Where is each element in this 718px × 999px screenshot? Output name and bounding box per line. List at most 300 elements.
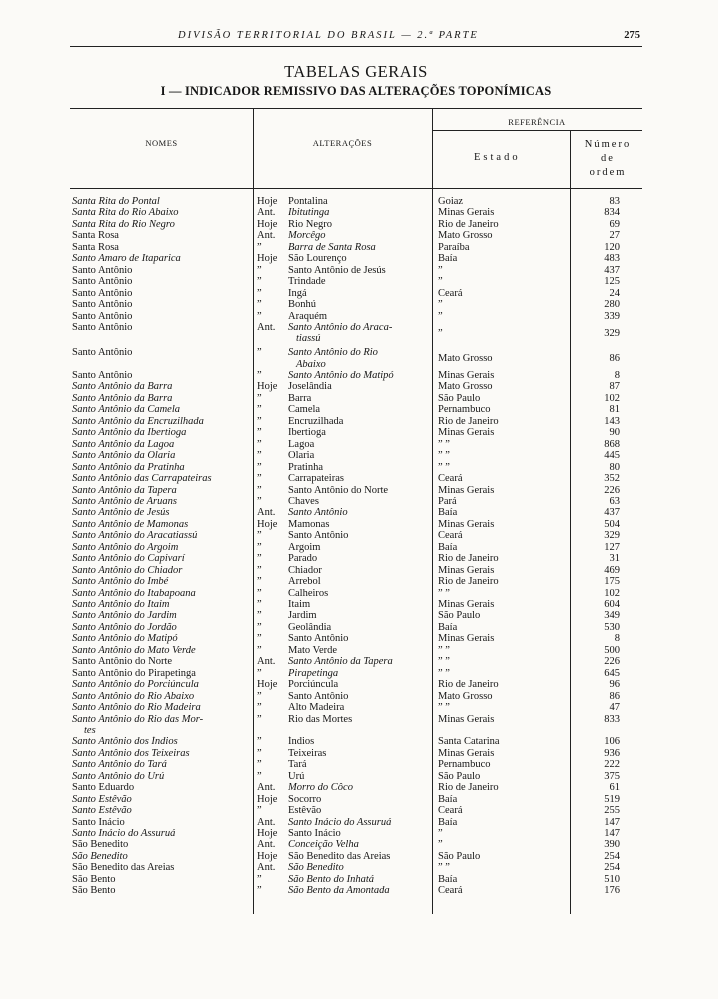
row-alteration-prefix: Ant. — [257, 656, 276, 668]
row-state: Baía — [438, 541, 458, 553]
row-alteration: Arrebol — [288, 576, 321, 588]
row-order-number: 83 — [609, 196, 620, 207]
row-state: ” ” — [438, 587, 450, 599]
row-alteration: Pratinha — [288, 461, 323, 473]
row-name: Santo Antônio do Itaim — [72, 599, 170, 611]
row-name: Santo Antônio da Camela — [72, 404, 181, 416]
column-header-estado: Estado — [474, 152, 521, 163]
row-alteration: Ibitutinga — [288, 207, 330, 219]
row-state: Mato Grosso — [438, 230, 493, 242]
row-alteration-prefix: Hoje — [257, 196, 278, 207]
row-name: Santo Antônio do Matipó — [72, 633, 178, 645]
row-order-number: 87 — [609, 381, 620, 393]
row-order-number: 936 — [604, 747, 620, 759]
row-order-number: 530 — [604, 621, 620, 633]
row-name: Santo Antônio do Rio Abaixo — [72, 690, 195, 702]
row-order-number: 175 — [604, 576, 620, 588]
row-order-number: 31 — [609, 553, 620, 565]
row-order-number: 604 — [604, 599, 620, 611]
running-header — [70, 28, 640, 44]
row-order-number: 81 — [609, 404, 620, 416]
row-order-number: 510 — [604, 873, 620, 885]
row-alteration-prefix: Hoje — [257, 850, 278, 862]
row-name: Santo Antônio do Porciúncula — [72, 679, 199, 691]
row-state: Goiaz — [438, 196, 464, 207]
row-state: Minas Gerais — [438, 484, 495, 496]
row-order-number: 352 — [604, 473, 620, 485]
row-alteration: Santo Antônio de Jesús — [288, 264, 386, 276]
row-alteration-prefix: Ant. — [257, 816, 276, 828]
row-alteration: Parado — [288, 553, 318, 565]
row-name: Santo Antônio das Carrapateiras — [72, 473, 212, 485]
column-divider — [432, 108, 433, 914]
row-order-number: 280 — [604, 299, 620, 311]
row-name: Santa Rita do Pontal — [72, 196, 160, 207]
row-order-number: 176 — [604, 885, 620, 897]
row-alteration: Bonhú — [288, 299, 317, 311]
row-alteration-prefix: ” — [257, 747, 262, 759]
row-state: Mato Grosso — [438, 381, 493, 393]
referencia-rule — [432, 130, 642, 131]
row-state: Baía — [438, 253, 458, 265]
row-alteration: Barra de Santa Rosa — [288, 241, 376, 253]
row-alteration-prefix: ” — [257, 287, 262, 299]
row-alteration-prefix: ” — [257, 770, 262, 782]
row-name: Santo Antônio do Argoim — [72, 541, 179, 553]
row-name: Santo Antônio do Chiador — [72, 564, 183, 576]
row-alteration: São Bento da Amontada — [288, 885, 390, 897]
row-order-number: 254 — [604, 862, 620, 874]
row-alteration: Joselândia — [288, 381, 332, 393]
row-alteration: Morcêgo — [288, 230, 326, 242]
row-alteration-prefix: ” — [257, 564, 262, 576]
row-name: Santo Antônio — [72, 264, 133, 276]
row-alteration: Santo Inácio do Assuruá — [288, 816, 392, 828]
row-name: Santo Antônio do Imbé — [72, 576, 169, 588]
row-alteration: Santo Antônio da Tapera — [288, 656, 393, 668]
row-alteration-prefix: ” — [257, 484, 262, 496]
row-alteration-prefix: ” — [257, 473, 262, 485]
row-order-number: 80 — [609, 461, 620, 473]
row-state: Minas Gerais — [438, 747, 495, 759]
page-subtitle: I — INDICADOR REMISSIVO DAS ALTERAÇÕES TOPONÍMICAS — [160, 84, 552, 98]
row-name: Santo Antônio do Pirapetinga — [72, 667, 196, 679]
row-alteration: Santo Antônio — [288, 690, 349, 702]
row-state: ” — [438, 299, 443, 311]
row-alteration: Santo Antônio — [288, 633, 349, 645]
row-name: Santo Antônio dos Índios — [72, 736, 178, 748]
row-alteration: Encruzilhada — [288, 415, 344, 427]
row-state: Mato Grosso — [438, 352, 493, 364]
row-alteration: São Benedito — [288, 862, 344, 874]
row-alteration: Conceição Velha — [288, 839, 359, 851]
row-alteration: Santo Antônio do Norte — [288, 484, 389, 496]
row-alteration: Chiador — [288, 564, 322, 576]
row-alteration: Rio das Mortes — [288, 713, 353, 725]
page-number: 275 — [624, 30, 640, 41]
row-name: Santo Antônio de Jesús — [72, 507, 170, 519]
row-state: Minas Gerais — [438, 207, 495, 219]
row-order-number: 61 — [609, 782, 620, 794]
row-name: São Bento — [72, 873, 116, 885]
row-state: Minas Gerais — [438, 633, 495, 645]
row-order-number: 483 — [604, 253, 620, 265]
row-alteration: Geolândia — [288, 621, 332, 633]
column-header-nomes: NOMES — [145, 138, 178, 148]
row-alteration-prefix: Hoje — [257, 679, 278, 691]
row-state: ” ” — [438, 862, 450, 874]
row-name: Santo Antônio dos Teixeiras — [72, 747, 190, 759]
row-order-number: 127 — [604, 541, 620, 553]
row-alteration: Olaria — [288, 450, 315, 462]
row-alteration: Rio Negro — [288, 218, 333, 230]
row-state: ” — [438, 839, 443, 851]
row-order-number: 147 — [604, 816, 620, 828]
row-alteration: Argoim — [288, 541, 321, 553]
row-alteration-prefix: Hoje — [257, 828, 278, 840]
row-order-number: 226 — [604, 656, 620, 668]
row-alteration-prefix: ” — [257, 392, 262, 404]
row-state: Baía — [438, 507, 458, 519]
row-order-number: 222 — [604, 759, 620, 771]
row-name: Santo Antônio de Aruans — [72, 495, 177, 507]
row-name: Santa Rita do Rio Abaixo — [72, 207, 179, 219]
row-state: São Paulo — [438, 392, 481, 404]
row-alteration: São Benedito das Areias — [288, 850, 391, 862]
table-top-rule — [70, 108, 642, 109]
row-name: São Benedito — [72, 850, 128, 862]
row-state: Pará — [438, 495, 457, 507]
row-alteration: Lagoa — [288, 438, 315, 450]
row-name: Santo Antônio do Norte — [72, 656, 173, 668]
row-alteration: Santo Antônio do Araca- — [288, 321, 393, 333]
row-state: Baía — [438, 873, 458, 885]
row-name: Santo Estêvão — [72, 793, 132, 805]
row-name: Santo Antônio da Pratinha — [72, 461, 185, 473]
row-state: Minas Gerais — [438, 564, 495, 576]
row-name: Santo Inácio do Assuruá — [72, 828, 176, 840]
row-alteration-prefix: Ant. — [257, 230, 276, 242]
row-name: Santo Antônio — [72, 276, 133, 288]
row-alteration: Tará — [288, 759, 307, 771]
row-alteration-prefix: ” — [257, 310, 262, 322]
row-state: Rio de Janeiro — [438, 553, 499, 565]
row-alteration-prefix: ” — [257, 576, 262, 588]
column-header-numero-line: Número — [584, 139, 632, 150]
row-alteration: Índios — [288, 736, 315, 748]
row-name: Santo Antônio — [72, 347, 133, 359]
row-alteration: Porciúncula — [288, 679, 339, 691]
row-alteration-prefix: ” — [257, 805, 262, 817]
row-alteration: Santo Antônio do Rio — [288, 347, 378, 359]
row-alteration-prefix: ” — [257, 438, 262, 450]
row-alteration-prefix: Ant. — [257, 207, 276, 219]
row-alteration: Santo Inácio — [288, 828, 341, 840]
row-order-number: 86 — [609, 690, 620, 702]
row-alteration: Carrapateiras — [288, 473, 344, 485]
row-alteration: Urú — [288, 770, 305, 782]
row-state: Minas Gerais — [438, 713, 495, 725]
row-state: ” ” — [438, 644, 450, 656]
column-header-numero-line: de — [601, 153, 615, 164]
row-state: Rio de Janeiro — [438, 415, 499, 427]
row-name: Santo Antônio — [72, 370, 133, 382]
row-state: Minas Gerais — [438, 518, 495, 530]
row-order-number: 96 — [609, 679, 620, 691]
row-order-number: 106 — [604, 736, 620, 748]
row-state: Baía — [438, 793, 458, 805]
row-order-number: 69 — [609, 218, 620, 230]
row-name: Santo Antônio de Mamonas — [72, 518, 189, 530]
row-alteration-prefix: ” — [257, 427, 262, 439]
row-alteration-prefix: Ant. — [257, 321, 276, 333]
row-order-number: 339 — [604, 310, 620, 322]
row-state: ” — [438, 310, 443, 322]
column-divider — [253, 108, 254, 914]
row-name: Santo Antônio da Ibertioga — [72, 427, 187, 439]
row-state: ” ” — [438, 438, 450, 450]
row-alteration-prefix: ” — [257, 736, 262, 748]
row-order-number: 147 — [604, 828, 620, 840]
row-order-number: 437 — [604, 264, 620, 276]
row-order-number: 125 — [604, 276, 620, 288]
row-alteration-prefix: ” — [257, 610, 262, 622]
row-state: Rio de Janeiro — [438, 576, 499, 588]
row-order-number: 24 — [609, 287, 620, 299]
row-alteration-prefix: ” — [257, 587, 262, 599]
row-alteration: Morro do Côco — [288, 782, 353, 794]
row-alteration-prefix: Ant. — [257, 862, 276, 874]
row-order-number: 102 — [604, 587, 620, 599]
row-alteration: Chaves — [288, 495, 319, 507]
row-alteration: São Bento do Inhatá — [288, 873, 375, 885]
row-state: Pernambuco — [438, 404, 491, 416]
row-state: Ceará — [438, 885, 463, 897]
row-name: Santo Eduardo — [72, 782, 135, 794]
row-order-number: 143 — [604, 415, 620, 427]
row-state: Baía — [438, 816, 458, 828]
row-order-number: 8 — [614, 370, 620, 382]
row-order-number: 437 — [604, 507, 620, 519]
row-name: Santo Antônio do Urú — [72, 770, 165, 782]
row-alteration: Alto Madeira — [288, 702, 345, 714]
row-alteration: Trindade — [288, 276, 326, 288]
row-order-number: 8 — [614, 633, 620, 645]
row-alteration-prefix: Hoje — [257, 381, 278, 393]
row-order-number: 47 — [609, 702, 620, 714]
row-name: Santo Antônio do Jardim — [72, 610, 177, 622]
row-alteration-prefix: ” — [257, 404, 262, 416]
row-state: Pernambuco — [438, 759, 491, 771]
row-alteration: Santo Antônio — [288, 507, 348, 519]
row-alteration-prefix: ” — [257, 667, 262, 679]
row-order-number: 375 — [604, 770, 620, 782]
row-state: ” — [438, 828, 443, 840]
row-state: ” — [438, 264, 443, 276]
row-alteration-prefix: ” — [257, 690, 262, 702]
row-alteration-prefix: ” — [257, 264, 262, 276]
row-state: Ceará — [438, 287, 463, 299]
row-order-number: 833 — [604, 713, 620, 725]
row-name: Santo Antônio do Tará — [72, 759, 167, 771]
row-order-number: 254 — [604, 850, 620, 862]
column-divider — [570, 130, 571, 914]
page-title: TABELAS GERAIS — [284, 62, 428, 81]
row-alteration-prefix: ” — [257, 530, 262, 542]
row-order-number: 329 — [604, 327, 620, 339]
row-state: ” — [438, 327, 443, 339]
row-name: Santo Antônio do Rio das Mor- — [72, 713, 204, 725]
row-order-number: 90 — [609, 427, 620, 439]
column-header-numero — [574, 138, 642, 180]
row-name: Santo Antônio — [72, 310, 133, 322]
row-name: Santo Amaro de Itaparica — [72, 253, 181, 265]
row-alteration: Pontalina — [288, 196, 328, 207]
row-alteration: Mato Verde — [288, 644, 338, 656]
row-name: Santo Antônio da Barra — [72, 392, 173, 404]
header-rule — [70, 46, 642, 47]
row-alteration: Calheiros — [288, 587, 329, 599]
row-alteration-prefix: Hoje — [257, 518, 278, 530]
row-name: Santo Antônio — [72, 321, 133, 333]
row-state: Paraíba — [438, 241, 470, 253]
row-name: São Benedito — [72, 839, 129, 851]
row-alteration-prefix: ” — [257, 461, 262, 473]
row-name: Santo Antônio da Olaria — [72, 450, 176, 462]
row-state: São Paulo — [438, 610, 481, 622]
row-alteration-prefix: ” — [257, 276, 262, 288]
row-alteration-prefix: ” — [257, 759, 262, 771]
row-alteration: Jardim — [288, 610, 317, 622]
row-name: São Benedito das Areias — [72, 862, 175, 874]
row-state: ” ” — [438, 450, 450, 462]
row-alteration-prefix: ” — [257, 873, 262, 885]
row-alteration-prefix: ” — [257, 299, 262, 311]
row-order-number: 86 — [609, 352, 620, 364]
row-order-number: 255 — [604, 805, 620, 817]
row-alteration-prefix: ” — [257, 644, 262, 656]
row-alteration-prefix: ” — [257, 347, 262, 359]
row-alteration: Santo Antônio do Matipó — [288, 370, 394, 382]
row-state: Mato Grosso — [438, 690, 493, 702]
row-state: Ceará — [438, 530, 463, 542]
row-alteration-prefix: ” — [257, 370, 262, 382]
row-alteration-prefix: ” — [257, 495, 262, 507]
row-alteration: Mamonas — [288, 518, 330, 530]
row-alteration: Socorro — [288, 793, 322, 805]
row-state: Rio de Janeiro — [438, 679, 499, 691]
row-order-number: 445 — [604, 450, 620, 462]
row-alteration: Araquém — [288, 310, 328, 322]
row-order-number: 868 — [604, 438, 620, 450]
row-order-number: 27 — [609, 230, 620, 242]
row-name: Santo Antônio — [72, 299, 133, 311]
column-header-referencia: REFERÊNCIA — [508, 117, 566, 127]
row-alteration-prefix: ” — [257, 241, 262, 253]
row-alteration-prefix: Ant. — [257, 507, 276, 519]
row-alteration-prefix: Hoje — [257, 253, 278, 265]
row-state: São Paulo — [438, 770, 481, 782]
row-state: Minas Gerais — [438, 427, 495, 439]
row-order-number: 226 — [604, 484, 620, 496]
row-alteration: Itaim — [288, 599, 311, 611]
row-order-number: 834 — [604, 207, 620, 219]
row-order-number: 349 — [604, 610, 620, 622]
row-name: São Bento — [72, 885, 116, 897]
row-name-continued: tes — [84, 724, 96, 736]
row-state: Ceará — [438, 805, 463, 817]
row-alteration-prefix: ” — [257, 885, 262, 897]
row-order-number: 329 — [604, 530, 620, 542]
row-alteration-prefix: ” — [257, 415, 262, 427]
row-alteration-prefix: ” — [257, 599, 262, 611]
row-name: Santo Inácio — [72, 816, 125, 828]
row-alteration-prefix: ” — [257, 702, 262, 714]
row-alteration-continued: Abaixo — [296, 358, 326, 370]
row-name: Santo Antônio da Barra — [72, 381, 173, 393]
row-name: Santo Antônio do Itabapoana — [72, 587, 196, 599]
column-header-numero-line: ordem — [589, 167, 627, 178]
row-name: Santo Antônio — [72, 287, 133, 299]
row-alteration: Teixeiras — [288, 747, 327, 759]
column-header-alteracoes: ALTERAÇÕES — [312, 138, 373, 148]
row-name: Santo Estêvão — [72, 805, 132, 817]
row-alteration-prefix: Hoje — [257, 218, 278, 230]
row-name: Santo Antônio da Encruzilhada — [72, 415, 204, 427]
row-state: Minas Gerais — [438, 370, 495, 382]
row-alteration-prefix: ” — [257, 633, 262, 645]
row-alteration: Pirapetinga — [288, 667, 339, 679]
row-state: Santa Catarina — [438, 736, 500, 748]
row-state: Ceará — [438, 473, 463, 485]
row-name: Santo Antônio do Capivarí — [72, 553, 185, 565]
row-order-number: 519 — [604, 793, 620, 805]
row-state: ” — [438, 276, 443, 288]
row-name: Santa Rosa — [72, 230, 119, 242]
row-state: ” ” — [438, 667, 450, 679]
row-order-number: 500 — [604, 644, 620, 656]
running-header-title: DIVISÃO TERRITORIAL DO BRASIL — 2.ª PARTE — [178, 30, 479, 41]
row-state: Minas Gerais — [438, 599, 495, 611]
row-alteration: Camela — [288, 404, 321, 416]
row-order-number: 504 — [604, 518, 620, 530]
row-state: São Paulo — [438, 850, 481, 862]
row-name: Santa Rosa — [72, 241, 119, 253]
row-state: ” ” — [438, 461, 450, 473]
row-state: Rio de Janeiro — [438, 782, 499, 794]
row-alteration-prefix: ” — [257, 553, 262, 565]
row-alteration-prefix: ” — [257, 450, 262, 462]
row-alteration: Ibertioga — [288, 427, 326, 439]
row-order-number: 102 — [604, 392, 620, 404]
row-state: Rio de Janeiro — [438, 218, 499, 230]
row-alteration-prefix: Hoje — [257, 793, 278, 805]
row-alteration: Santo Antônio — [288, 530, 349, 542]
row-name: Santo Antônio da Lagoa — [72, 438, 175, 450]
row-alteration-prefix: ” — [257, 541, 262, 553]
row-order-number: 390 — [604, 839, 620, 851]
row-name: Santa Rita do Rio Negro — [72, 218, 175, 230]
row-order-number: 120 — [604, 241, 620, 253]
row-alteration: Barra — [288, 392, 312, 404]
row-name: Santo Antônio do Aracatiassú — [72, 530, 198, 542]
row-alteration-prefix: ” — [257, 621, 262, 633]
row-name: Santo Antônio do Rio Madeira — [72, 702, 201, 714]
row-alteration-prefix: ” — [257, 713, 262, 725]
row-alteration: Ingá — [288, 287, 307, 299]
row-alteration: São Lourenço — [288, 253, 347, 265]
row-order-number: 63 — [609, 495, 620, 507]
